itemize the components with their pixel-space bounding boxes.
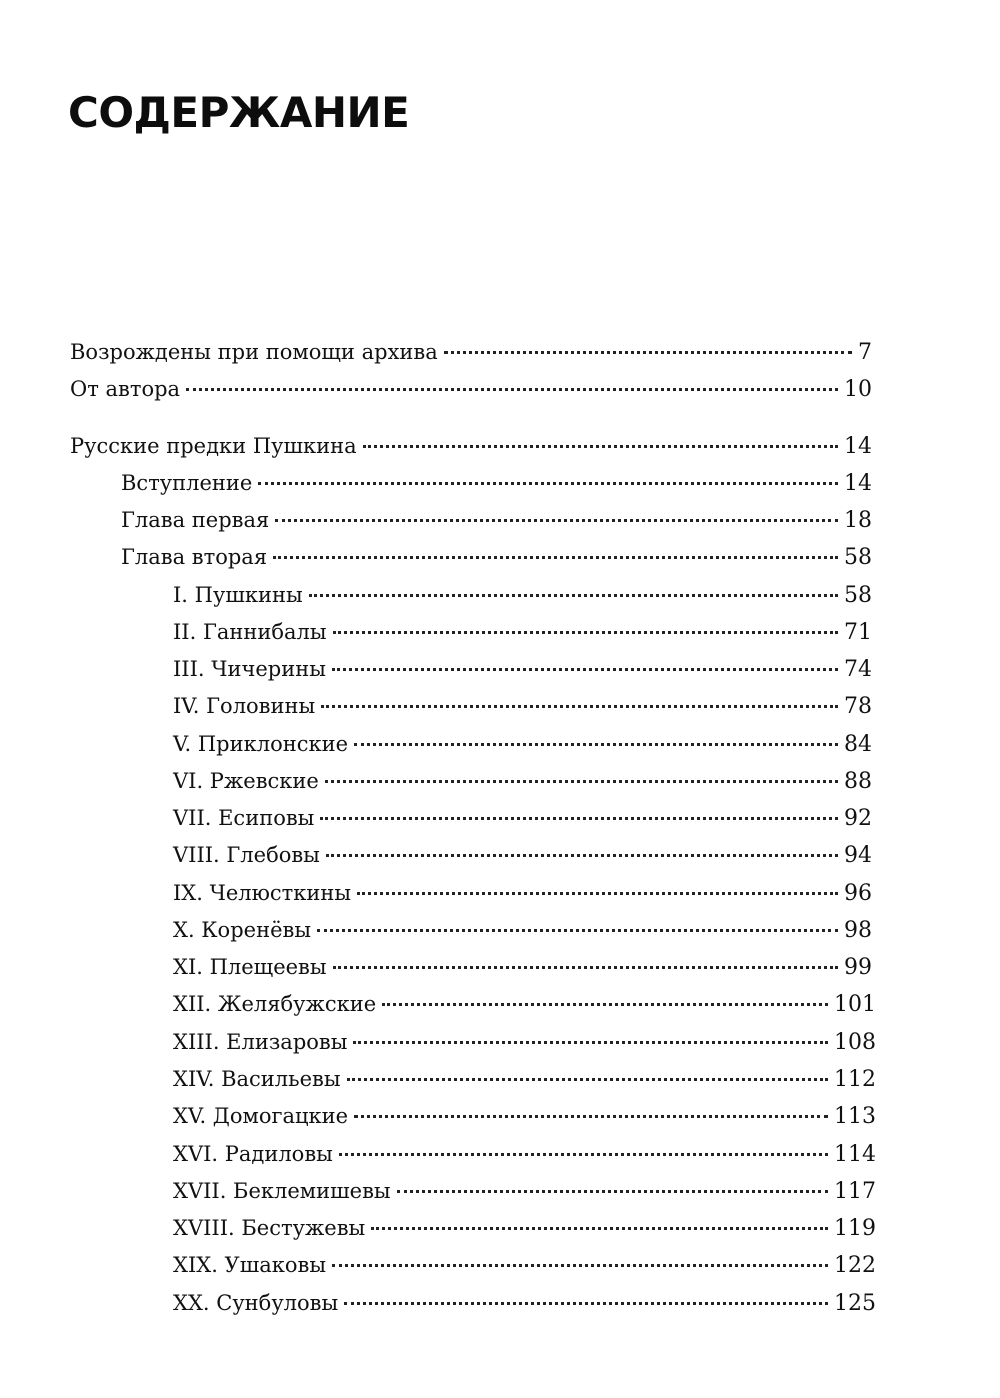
dot-leader bbox=[321, 705, 838, 708]
toc-entry-title: III. Чичерины bbox=[173, 657, 326, 681]
toc-entry[interactable] bbox=[173, 990, 876, 1020]
toc-entry[interactable] bbox=[70, 432, 872, 462]
toc-entry-title: XX. Сунбуловы bbox=[173, 1291, 339, 1315]
dot-leader bbox=[309, 594, 838, 597]
dot-leader bbox=[275, 519, 838, 522]
toc-entry-page: 92 bbox=[844, 806, 872, 831]
toc-entry[interactable] bbox=[173, 618, 872, 648]
toc-entry[interactable] bbox=[173, 1065, 876, 1095]
toc-entry-page: 14 bbox=[844, 471, 872, 496]
toc-entry-title: XIX. Ушаковы bbox=[173, 1253, 327, 1277]
toc-entry-title: XII. Желябужские bbox=[173, 992, 377, 1016]
toc-entry[interactable] bbox=[70, 375, 872, 405]
toc-entry[interactable] bbox=[173, 1102, 876, 1132]
toc-entry-page: 71 bbox=[844, 620, 872, 645]
toc-entry-title: XIV. Васильевы bbox=[173, 1067, 341, 1091]
dot-leader bbox=[357, 892, 838, 895]
toc-entry[interactable] bbox=[173, 841, 872, 871]
dot-leader bbox=[354, 1115, 828, 1118]
toc-entry-page: 98 bbox=[844, 918, 872, 943]
toc-entry-title: XVI. Радиловы bbox=[173, 1142, 333, 1166]
toc-entry[interactable] bbox=[70, 338, 872, 368]
toc-entry-title: V. Приклонские bbox=[173, 732, 349, 756]
toc-entry-title: Глава первая bbox=[121, 508, 270, 532]
toc-entry[interactable] bbox=[173, 655, 872, 685]
dot-leader bbox=[363, 445, 838, 448]
toc-entry-title: XIII. Елизаровы bbox=[173, 1030, 348, 1054]
toc-entry-title: XI. Плещеевы bbox=[173, 955, 327, 979]
dot-leader bbox=[332, 1264, 828, 1267]
dot-leader bbox=[273, 556, 838, 559]
toc-entry-title: Глава вторая bbox=[121, 545, 268, 569]
toc-entry[interactable] bbox=[173, 916, 872, 946]
toc-entry[interactable] bbox=[173, 730, 872, 760]
toc-entry-title: IX. Челюсткины bbox=[173, 881, 352, 905]
toc-entry-title: Вступление bbox=[121, 471, 253, 495]
dot-leader bbox=[325, 780, 838, 783]
toc-entry-page: 112 bbox=[834, 1067, 876, 1092]
toc-entry[interactable] bbox=[121, 506, 872, 536]
dot-leader bbox=[347, 1078, 828, 1081]
toc-entry-title: XVIII. Бестужевы bbox=[173, 1216, 366, 1240]
toc-entry-page: 14 bbox=[844, 434, 872, 459]
toc-entry-page: 74 bbox=[844, 657, 872, 682]
toc-entry-page: 7 bbox=[858, 340, 872, 365]
toc-entry-page: 84 bbox=[844, 732, 872, 757]
toc-entry-title: II. Ганнибалы bbox=[173, 620, 327, 644]
toc-entry[interactable] bbox=[173, 692, 872, 722]
toc-entry[interactable] bbox=[173, 1140, 876, 1170]
page-title: СОДЕРЖАНИЕ bbox=[68, 88, 410, 137]
toc-entry[interactable] bbox=[173, 879, 872, 909]
toc-entry[interactable] bbox=[173, 581, 872, 611]
dot-leader bbox=[186, 388, 838, 391]
toc-entry-page: 119 bbox=[834, 1216, 876, 1241]
toc-entry-page: 113 bbox=[834, 1104, 876, 1129]
toc-entry-title: IV. Головины bbox=[173, 694, 316, 718]
toc-entry-title: I. Пушкины bbox=[173, 583, 303, 607]
dot-leader bbox=[320, 817, 838, 820]
toc-entry[interactable] bbox=[173, 953, 872, 983]
toc-entry[interactable] bbox=[121, 469, 872, 499]
toc-entry-page: 94 bbox=[844, 843, 872, 868]
toc-entry-page: 125 bbox=[834, 1291, 876, 1316]
dot-leader bbox=[332, 668, 838, 671]
toc-entry-title: XV. Домогацкие bbox=[173, 1104, 349, 1128]
dot-leader bbox=[353, 1041, 828, 1044]
toc-entry-page: 99 bbox=[844, 955, 872, 980]
toc-entry[interactable] bbox=[173, 804, 872, 834]
toc-entry[interactable] bbox=[173, 1251, 876, 1281]
toc-entry-title: Возрождены при помощи архива bbox=[70, 340, 438, 364]
dot-leader bbox=[354, 743, 838, 746]
toc-entry-page: 18 bbox=[844, 508, 872, 533]
toc-entry-title: XVII. Беклемишевы bbox=[173, 1179, 391, 1203]
toc-entry[interactable] bbox=[121, 543, 872, 573]
dot-leader bbox=[333, 966, 838, 969]
toc-entry-title: VIII. Глебовы bbox=[173, 843, 320, 867]
dot-leader bbox=[371, 1227, 828, 1230]
dot-leader bbox=[333, 631, 838, 634]
toc-entry-page: 117 bbox=[834, 1179, 876, 1204]
dot-leader bbox=[258, 482, 838, 485]
dot-leader bbox=[382, 1003, 828, 1006]
toc-entry[interactable] bbox=[173, 1214, 876, 1244]
dot-leader bbox=[397, 1190, 828, 1193]
toc-entry-page: 96 bbox=[844, 881, 872, 906]
toc-entry-page: 122 bbox=[834, 1253, 876, 1278]
dot-leader bbox=[344, 1302, 828, 1305]
toc-entry[interactable] bbox=[173, 1028, 876, 1058]
toc-entry-page: 78 bbox=[844, 694, 872, 719]
toc-entry-page: 108 bbox=[834, 1030, 876, 1055]
toc-entry-page: 114 bbox=[834, 1142, 876, 1167]
toc-entry-title: Русские предки Пушкина bbox=[70, 434, 357, 458]
toc-entry[interactable] bbox=[173, 1289, 876, 1319]
toc-entry[interactable] bbox=[173, 767, 872, 797]
toc-entry-page: 10 bbox=[844, 377, 872, 402]
toc-entry-page: 101 bbox=[834, 992, 876, 1017]
toc-entry-title: От автора bbox=[70, 377, 181, 401]
toc-entry-title: VI. Ржевские bbox=[173, 769, 319, 793]
toc-entry-page: 58 bbox=[844, 583, 872, 608]
toc-entry-page: 88 bbox=[844, 769, 872, 794]
dot-leader bbox=[339, 1153, 828, 1156]
toc-entry-title: X. Коренёвы bbox=[173, 918, 312, 942]
dot-leader bbox=[317, 929, 838, 932]
dot-leader bbox=[326, 854, 838, 857]
toc-entry-page: 58 bbox=[844, 545, 872, 570]
dot-leader bbox=[444, 351, 852, 354]
toc-entry-title: VII. Есиповы bbox=[173, 806, 315, 830]
toc-entry[interactable] bbox=[173, 1177, 876, 1207]
